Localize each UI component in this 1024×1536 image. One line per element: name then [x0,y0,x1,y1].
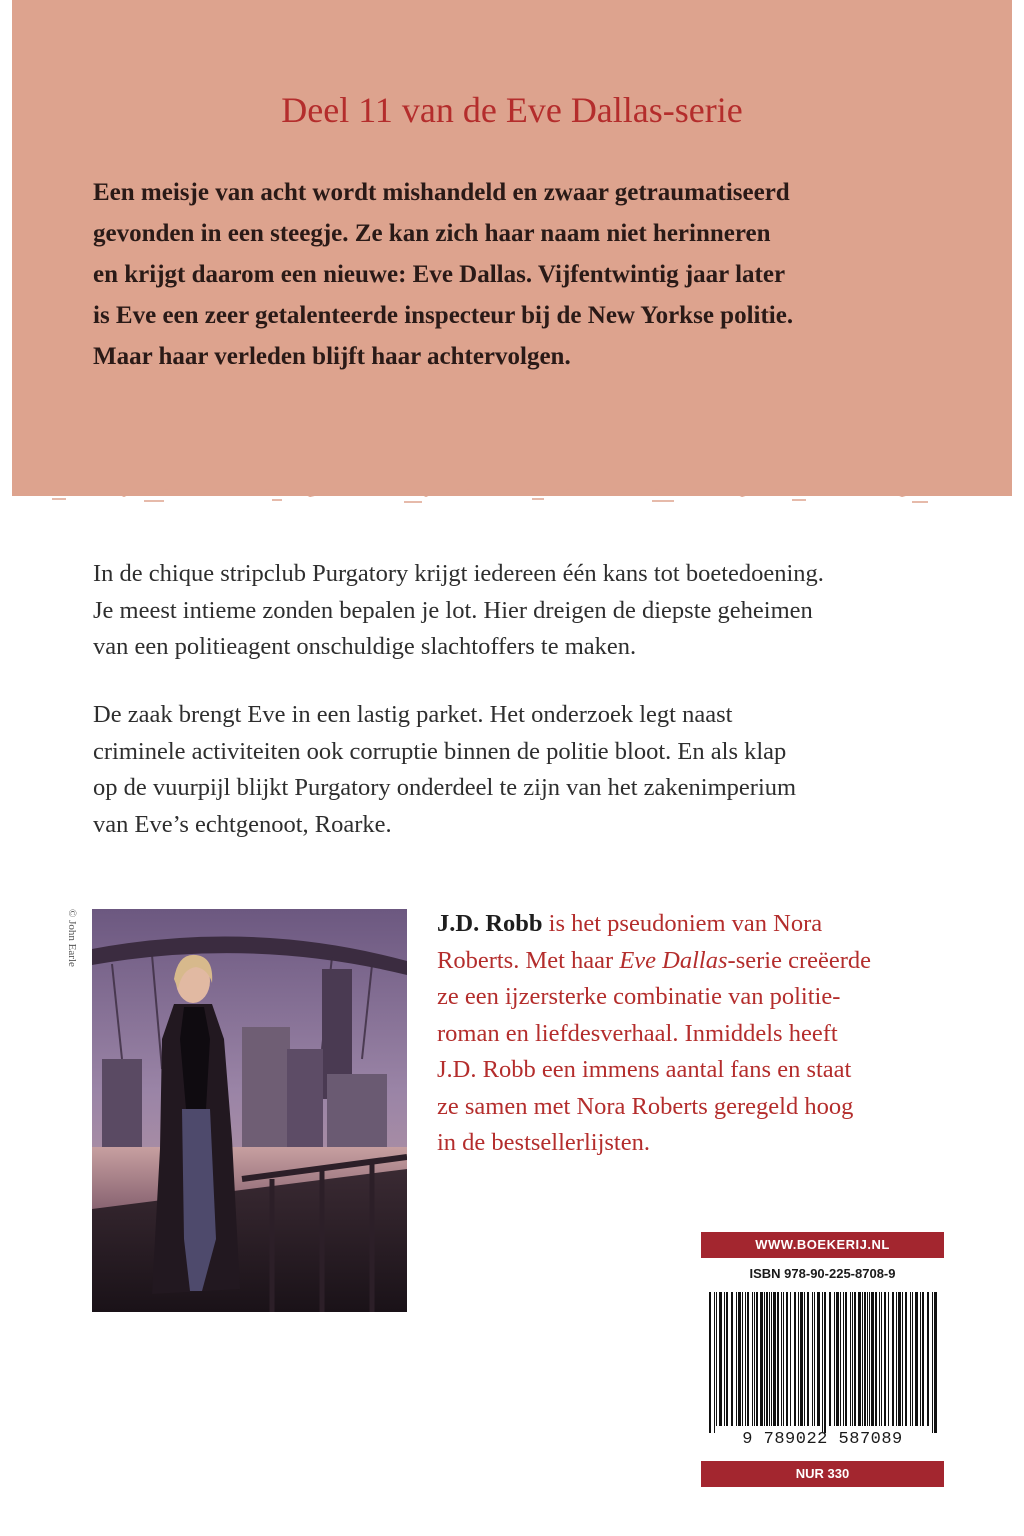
blurb-line: op de vuurpijl blijkt Purgatory onderdeel te zijn van het zakenimperium [93,774,797,801]
barcode-bar [902,1292,903,1426]
barcode-bar [896,1292,897,1426]
barcode-bar [884,1292,886,1426]
barcode-bar [932,1292,933,1433]
photo-credit [64,909,80,1029]
barcode-bar [807,1292,809,1426]
barcode-bar [714,1292,715,1433]
barcode-bar [840,1292,841,1426]
barcode-bar [843,1292,844,1426]
barcode-number: 9 789022 587089 [742,1430,903,1449]
barcode-bar [747,1292,749,1426]
barcode-bar [879,1292,880,1426]
author-name: J.D. Robb [437,910,543,937]
barcode-bar [927,1292,929,1426]
blurb-paragraph-1 [93,556,963,666]
blurb-paragraph-2 [93,697,963,843]
barcode-bar [871,1292,874,1426]
barcode-bar [804,1292,805,1426]
publisher-website: WWW.BOEKERIJ.NL [701,1232,944,1258]
barcode-bars [701,1288,944,1433]
barcode-bar [834,1292,835,1426]
author-photo-illustration [92,909,407,1312]
barcode-bar [905,1292,907,1426]
barcode-bar [742,1292,743,1426]
barcode-bar [817,1292,820,1426]
teaser-line: Maar haar verleden blijft haar achtervolgen. [93,343,571,370]
blurb-line: De zaak brengt Eve in een lastig parket. Het onderzoek legt naast [93,701,733,728]
bio-line: in de bestsellerlijsten. [437,1129,650,1156]
barcode-bar [794,1292,796,1426]
teaser-line: Een meisje van acht wordt mishandeld en zwaar getraumatiseerd [93,179,790,206]
barcode-bar [915,1292,918,1426]
teaser-line: gevonden in een steegje. Ze kan zich haar naam niet herinneren [93,220,771,247]
barcode-bar [910,1292,911,1426]
barcode-bar [892,1292,894,1426]
barcode-bar [864,1292,866,1426]
series-name-italic: Eve Dallas [619,946,728,974]
barcode-bar [829,1292,831,1426]
barcode-bar [858,1292,861,1426]
barcode-bar [867,1292,868,1426]
bio-line: ze samen met Nora Roberts geregeld hoog [437,1092,854,1120]
barcode-bar [790,1292,791,1426]
series-heading: Deel 11 van de Eve Dallas-serie [281,90,743,130]
author-bio [437,906,997,1162]
barcode-bar [781,1292,782,1426]
barcode-bar [854,1292,856,1426]
blurb-line: In de chique stripclub Purgatory krijgt iedereen één kans tot boetedoening. [93,560,824,587]
barcode-bar [783,1292,784,1426]
blurb-line: criminele activiteiten ook corruptie binnen de politie bloot. En als klap [93,737,787,765]
barcode-bar [814,1292,815,1426]
barcode-bar [731,1292,733,1426]
teaser-line: is Eve een zeer getalenteerde inspecteur bij de New Yorkse politie. [93,302,794,329]
bio-text: -serie creëerde [727,946,872,974]
barcode-bar [738,1292,741,1426]
barcode-bar [869,1292,870,1426]
barcode-bar [822,1292,823,1433]
bio-line: ze een ijzersterke combinatie van politie- [437,983,841,1010]
barcode-bar [875,1292,877,1426]
barcode-bar [912,1292,913,1426]
barcode-bar [786,1292,788,1426]
bio-text: Roberts. Met haar [437,946,620,974]
barcode-bar [920,1292,921,1426]
barcode-bar [726,1292,728,1426]
barcode-bar [764,1292,765,1426]
barcode-bar [862,1292,863,1426]
teaser-line: en krijgt daarom een nieuwe: Eve Dallas. Vijfentwintig jaar later [93,261,786,288]
barcode [701,1288,944,1433]
bio-line [437,906,997,943]
author-photo [92,909,407,1312]
blurb-line: Je meest intieme zonden bepalen je lot. Hier dreigen de diepste geheimen [93,596,813,624]
barcode-bar [766,1292,768,1426]
barcode-bar [724,1292,725,1426]
teaser-text [93,172,953,377]
barcode-bar [752,1292,753,1426]
blurb-line: van een politieagent onschuldige slachtoffers te maken. [93,633,637,660]
barcode-bar [773,1292,776,1426]
barcode-bar [922,1292,924,1426]
torn-paper-edge [12,478,1012,518]
barcode-bar [736,1292,737,1426]
barcode-bar [881,1292,882,1426]
barcode-bar [888,1292,889,1426]
bio-line [437,943,997,980]
isbn-label: ISBN 978-90-225-8708-9 [749,1266,896,1281]
barcode-bar [745,1292,746,1426]
barcode-bar [845,1292,847,1426]
barcode-bar [754,1292,755,1426]
barcode-bar [850,1292,851,1426]
barcode-bar [824,1292,826,1433]
bio-text: is het pseudoniem van Nora [542,910,823,937]
barcode-bar [934,1292,937,1433]
barcode-bar [719,1292,722,1426]
barcode-bar [836,1292,839,1426]
barcode-bar [798,1292,799,1426]
barcode-bar [771,1292,772,1426]
barcode-bar [769,1292,770,1426]
barcode-bar [756,1292,758,1426]
bio-line: roman en liefdesverhaal. Inmiddels heeft [437,1019,838,1047]
barcode-bar [812,1292,813,1426]
barcode-bar [709,1292,711,1433]
barcode-bar [760,1292,763,1426]
photo-credit-text: © John Earle [66,909,78,967]
barcode-bar [800,1292,803,1426]
barcode-bar [716,1292,717,1426]
blurb-line: van Eve’s echtgenoot, Roarke. [93,810,392,838]
barcode-bar [898,1292,901,1426]
bio-line: J.D. Robb een immens aantal fans en staat [437,1056,852,1083]
barcode-bar [777,1292,779,1426]
nur-code: NUR 330 [701,1461,944,1487]
barcode-bar [852,1292,853,1426]
